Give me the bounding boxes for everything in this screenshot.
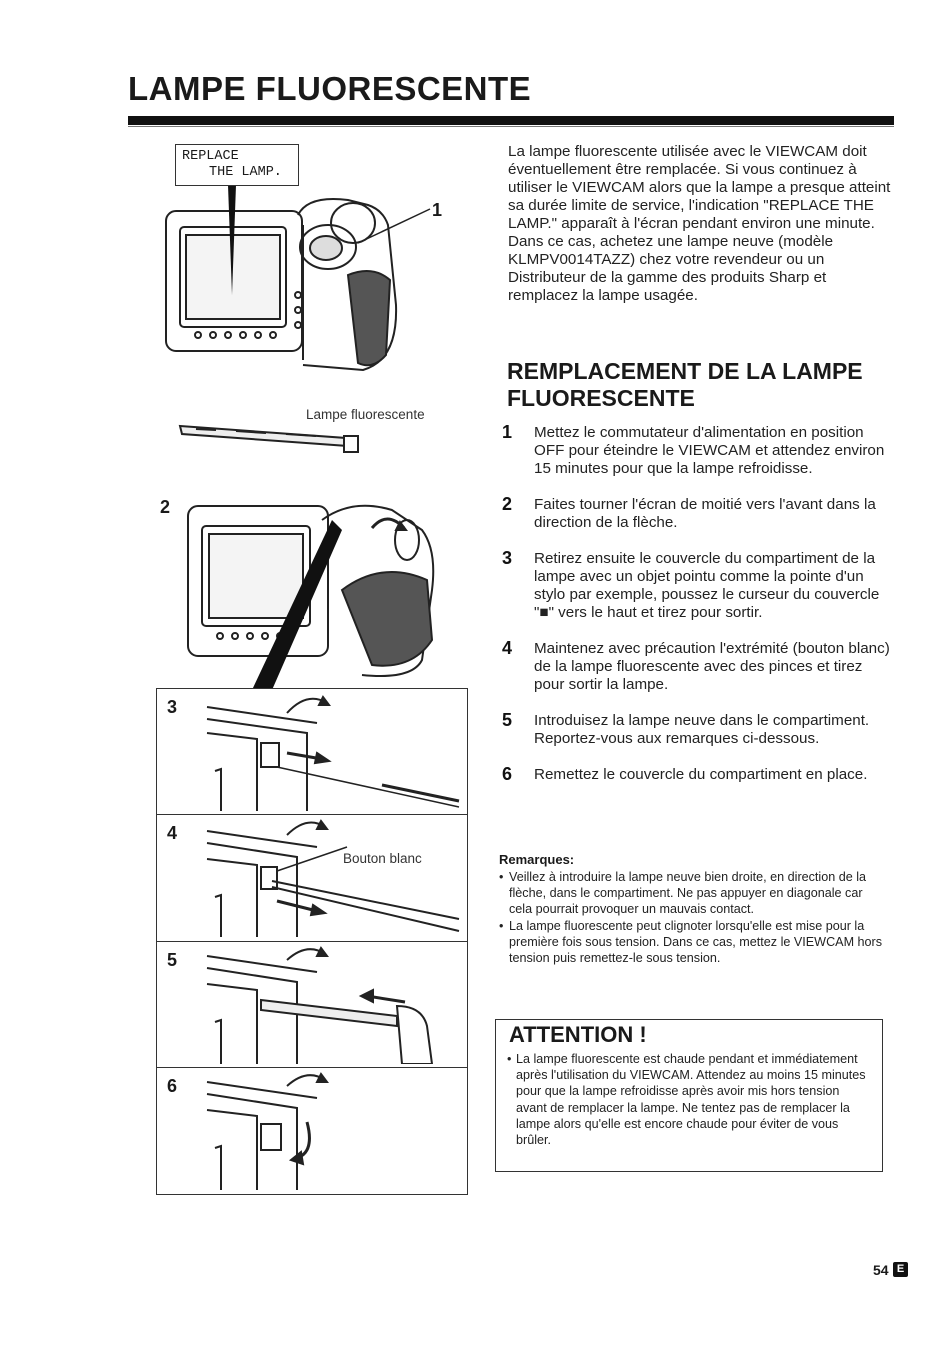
step-text: Retirez ensuite le couvercle du compartiment de la lampe avec un objet pointu comme la pointe d'un stylo par exemple, poussez le curseur du couvercle "■" vers le haut et tirez pour sortir. — [534, 550, 880, 621]
step-panel-4 — [156, 814, 468, 943]
step-5-illustration — [197, 946, 462, 1064]
step-panel-3 — [156, 688, 468, 816]
fluorescent-lamp-illustration — [176, 416, 366, 456]
steps-list — [502, 424, 894, 784]
title-rule — [128, 116, 894, 125]
section-heading: REMPLACEMENT DE LA LAMPE FLUORESCENTE — [507, 358, 863, 411]
step-panel-6 — [156, 1067, 468, 1195]
language-badge: E — [893, 1262, 908, 1277]
step-number: 1 — [502, 422, 513, 442]
step-number: 2 — [502, 494, 513, 514]
panel-number: 5 — [167, 950, 178, 970]
intro-paragraph: La lampe fluorescente utilisée avec le VIEWCAM doit éventuellement être remplacée. Si vous continuez à utiliser le VIEWCAM alors que la lampe a presque atteint sa durée limite de service, l'indication "REPLACE THE LAMP." apparaît à l'écran pendant environ une minute. Dans ce cas, achetez une lampe neuve (modèle KLMPV0014TAZZ) chez votre revendeur ou un Distributeur de la gamme des produits Sharp et remplacez la lampe usagée. — [508, 143, 891, 304]
step-item — [502, 712, 894, 748]
lcd-message — [175, 144, 299, 186]
page-title: LAMPE FLUORESCENTE — [128, 70, 532, 107]
step-text: Faites tourner l'écran de moitié vers l'avant dans la direction de la flèche. — [534, 496, 876, 531]
step-text: Remettez le couvercle du compartiment en place. — [534, 766, 868, 783]
step-item — [502, 424, 894, 478]
step-number: 4 — [502, 638, 513, 658]
attention-text: • La lampe fluorescente est chaude pendant et immédiatement après l'utilisation du VIEWCAM. Attendez au moins 15 minutes pour que la lampe refroidisse après avoir mis hors tension avant de remplacer la lampe. Ne tentez pas de remplacer la lampe alors qu'elle est encore chaude pour éviter de vous brûler. — [507, 1051, 867, 1148]
remarks-title: Remarques: — [499, 852, 575, 867]
figure-2-number: 2 — [160, 497, 171, 517]
step-text: Introduisez la lampe neuve dans le compartiment. Reportez-vous aux remarques ci-dessous. — [534, 712, 870, 747]
step-number: 3 — [502, 548, 513, 568]
title-rule-thin — [128, 126, 894, 127]
step-item — [502, 496, 894, 532]
remarks-list — [499, 869, 889, 967]
panel-number: 4 — [167, 823, 178, 843]
bouton-blanc-label: Bouton blanc — [343, 851, 422, 866]
step-panel-5 — [156, 941, 468, 1069]
remark-item: • Veillez à introduire la lampe neuve bien droite, en direction de la flèche, dans le compartiment. Ne pas appuyer en diagonale car cela pourrait provoquer un mauvais contact. — [499, 869, 889, 917]
step-item — [502, 550, 894, 622]
step-text: Mettez le commutateur d'alimentation en position OFF pour éteindre le VIEWCAM et attendez environ 15 minutes pour que la lampe refroidisse. — [534, 424, 885, 477]
step-number: 6 — [502, 764, 513, 784]
attention-list — [507, 1051, 867, 1148]
step-item — [502, 766, 894, 784]
lamp-label: Lampe fluorescente — [306, 407, 425, 422]
step-3-illustration — [197, 693, 462, 811]
step-6-illustration — [197, 1072, 462, 1190]
step-number: 5 — [502, 710, 513, 730]
camera-illustration-2 — [182, 490, 452, 690]
step-text: Maintenez avec précaution l'extrémité (bouton blanc) de la lampe fluorescente avec des pinces et tirez pour sortir la lampe. — [534, 640, 890, 693]
step-item — [502, 640, 894, 694]
panel-number: 3 — [167, 697, 178, 717]
lcd-line-1: REPLACE — [182, 149, 239, 164]
lcd-line-2: THE LAMP. — [209, 165, 282, 180]
attention-title: ATTENTION ! — [509, 1022, 647, 1047]
remark-item: • La lampe fluorescente peut clignoter lorsqu'elle est mise pour la première fois sous tension. Dans ce cas, mettez le VIEWCAM hors tension puis remettez-le sous tension. — [499, 918, 889, 966]
camera-illustration-1 — [158, 185, 448, 380]
page-number: 54 — [873, 1262, 889, 1278]
step-4-illustration — [197, 819, 462, 937]
callout-number: 1 — [432, 200, 443, 220]
panel-number: 6 — [167, 1076, 178, 1096]
